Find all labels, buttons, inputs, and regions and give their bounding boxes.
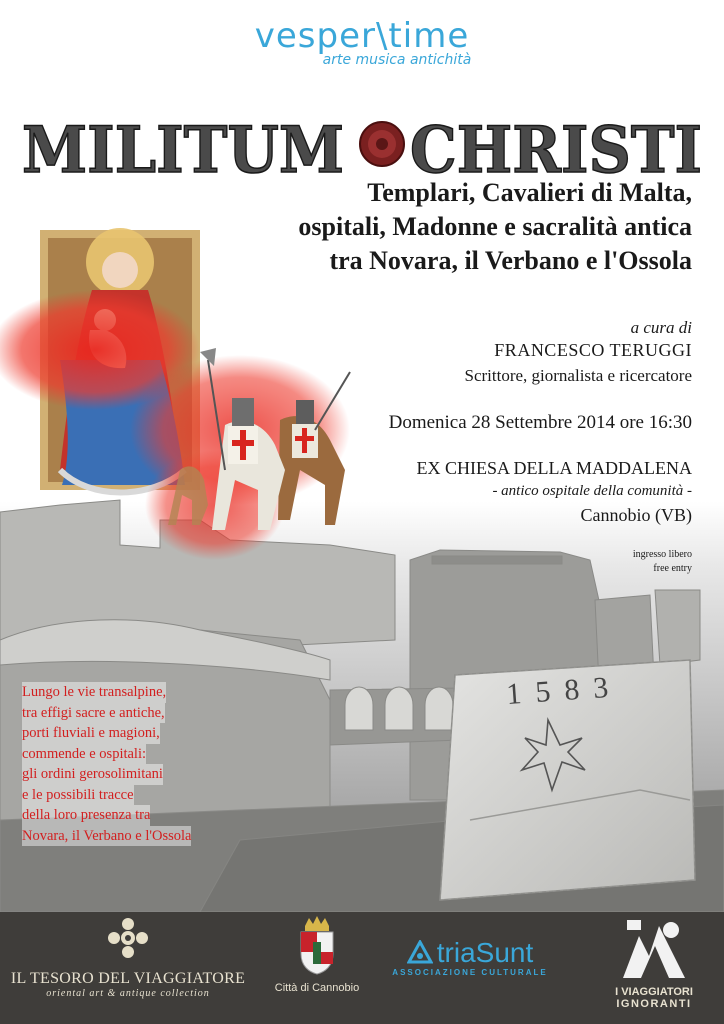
brand-tagline: arte musica antichità <box>322 52 472 68</box>
poem-line: della loro presenza tra <box>22 805 150 826</box>
travellers-logo-icon <box>619 916 689 982</box>
brand-header <box>0 18 724 68</box>
author-role: Scrittore, giornalista e ricercatore <box>464 366 692 385</box>
sponsor-viaggiatori <box>590 916 718 1010</box>
entry-note <box>633 548 692 576</box>
event-city: Cannobio (VB) <box>580 505 692 525</box>
entry-italian: ingresso libero <box>632 549 692 560</box>
poem-line: porti fluviali e magioni, <box>22 723 160 744</box>
title-right: CHRISTI <box>410 113 702 186</box>
brand-name: vesper\time <box>254 16 470 56</box>
main-title <box>18 106 708 186</box>
poem-line: gli ordini gerosolimitani <box>22 764 163 785</box>
subtitle-line: tra Novara, il Verbano e l'Ossola <box>329 246 692 275</box>
title-left: MILITUM <box>22 113 344 186</box>
viaggiatori-line2: IGNORANTI <box>616 998 692 1010</box>
subtitle-line: Templari, Cavalieri di Malta, <box>367 178 692 207</box>
poem-line: tra effigi sacre e antiche, <box>22 703 165 724</box>
author-name: FRANCESCO TERUGGI <box>494 340 692 360</box>
sponsor-footer <box>0 912 724 1024</box>
poem-text <box>22 682 191 846</box>
triasunt-name: triaSunt <box>436 937 534 968</box>
subtitle <box>298 176 692 278</box>
event-date: Domenica 28 Settembre 2014 ore 16:30 <box>388 412 692 433</box>
sponsor-tesoro <box>8 916 248 999</box>
poem-line: Lungo le vie transalpine, <box>22 682 166 703</box>
event-venue: EX CHIESA DELLA MADDALENA <box>416 458 692 478</box>
wax-seal-icon <box>360 122 404 166</box>
venue-subtitle: - antico ospitale della comunità - <box>492 483 692 499</box>
triasunt-logo-icon <box>407 940 433 966</box>
viaggiatori-line1: I VIAGGIATORI <box>615 986 693 998</box>
tesoro-name: IL TESORO DEL VIAGGIATORE <box>10 970 246 987</box>
sponsor-triasunt <box>385 938 555 977</box>
curated-by-label: a cura di <box>630 318 692 337</box>
triasunt-sub: ASSOCIAZIONE CULTURALE <box>392 968 548 977</box>
city-crest-icon <box>295 916 339 976</box>
poem-line: e le possibili tracce <box>22 785 134 806</box>
tesoro-sub: oriental art & antique collection <box>46 988 210 999</box>
subtitle-line: ospitali, Madonne e sacralità antica <box>298 212 692 241</box>
stone-date: 1583 <box>505 670 624 712</box>
entry-english: free entry <box>653 563 692 574</box>
cannobio-name: Città di Cannobio <box>274 982 360 994</box>
poem-line: commende e ospitali: <box>22 744 146 765</box>
sponsor-cannobio <box>262 916 372 994</box>
lotus-emblem-icon <box>106 916 150 960</box>
poem-line: Novara, il Verbano e l'Ossola <box>22 826 191 847</box>
